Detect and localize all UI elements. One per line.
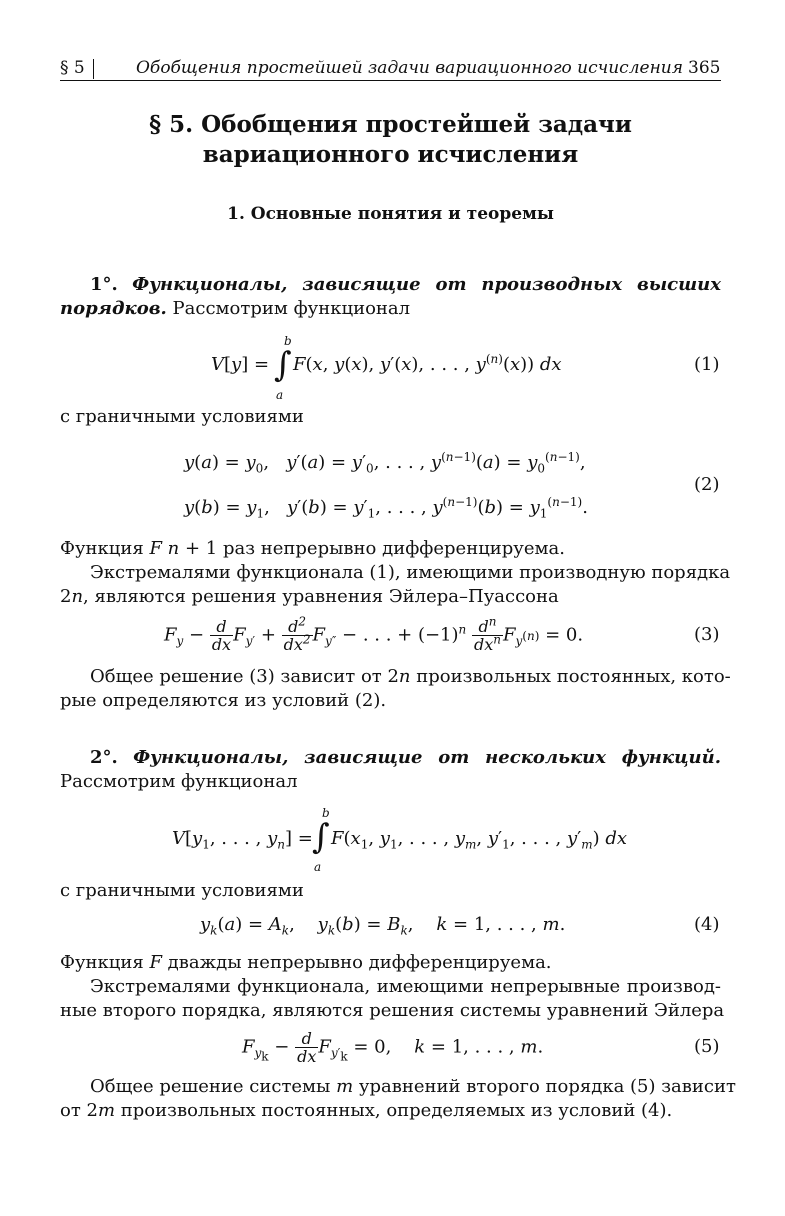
part2-number: 2°. — [90, 747, 118, 768]
part1-number: 1°. — [90, 274, 118, 295]
eq3: $F_y$ − $\frac{d}{dx}$ $F_{y'}$ + $\frac{d^2}{dx^2}$ $F_{y''}$ − . . . + $(-1)^n$ $\frac{d^n}{dx^n}$ $F_{y^{(n)}} = 0$. — [164, 614, 584, 654]
eq3-frac-d2-dx2: $\frac{d^2}{dx^2}$ — [283, 614, 311, 654]
part1-text-differentiable: Функция F n + 1 раз непрерывно дифференцируема. — [60, 538, 565, 559]
eq-functional2-body: $F(x_1$, $y_1$, . . . , $y_m$, $y'_1$, . . . , $y'_m$) dx — [331, 828, 628, 852]
eq-functional2-lower-limit: a — [314, 860, 322, 874]
part1-intro: Рассмотрим функционал — [172, 298, 411, 319]
part1-heading-line2: порядков. Рассмотрим функционал — [60, 298, 411, 319]
eq5: $F_{y_k}$ − $\frac{d}{dx}$ $F_{y'_k} = 0$, k = 1, . . . , m. — [242, 1029, 544, 1066]
header-section-mark: § 5 — [60, 58, 85, 78]
eq5-number: (5) — [694, 1036, 720, 1057]
part2-text-differentiable: Функция F дважды непрерывно дифференцируема. — [60, 952, 552, 973]
eq1-lower-limit: a — [276, 388, 284, 402]
eq1-upper-limit: b — [284, 334, 292, 348]
eq2-number: (2) — [694, 474, 720, 495]
eq1-lhs: V[y] = — [211, 354, 270, 375]
part1-heading-line1 — [90, 274, 721, 295]
header-page-number: 365 — [688, 58, 721, 78]
header-bar — [93, 59, 94, 79]
part1-text-extremals-line2: 2n, являются решения уравнения Эйлера–Пуассона — [60, 586, 559, 607]
part2-heading-line1 — [90, 747, 721, 768]
integral-sign-icon: ∫ — [274, 345, 292, 385]
part1-heading: Функционалы, зависящие от производных высших — [132, 274, 721, 295]
part2-heading: Функционалы, зависящие от нескольких функций. — [133, 747, 721, 768]
eq1-body: F(x, y(x), y′(x), . . . , $y^{(n)}(x)$) dx — [293, 352, 562, 375]
eq4-number: (4) — [694, 914, 720, 935]
section-title — [60, 110, 721, 170]
part2-text-extremals-line2: ные второго порядка, являются решения системы уравнений Эйлера — [60, 1000, 725, 1021]
header-running-title: Обобщения простейшей задачи вариационного исчисления — [136, 58, 683, 78]
eq3-number: (3) — [694, 624, 720, 645]
eq4: $y_k(a) = A_k$, $y_k(b) = B_k$, k = 1, . . . , m. — [200, 914, 566, 938]
part2-text-general-line2: от 2m произвольных постоянных, определяемых из условий (4). — [60, 1100, 673, 1121]
subsection-title: 1. Основные понятия и теоремы — [227, 204, 554, 224]
eq-functional2-lhs: $V[y_1$, . . . , $y_n$] = — [172, 828, 313, 852]
part2-text-general-line1: Общее решение системы m уравнений второго порядка (5) зависит — [90, 1076, 736, 1097]
part2-intro: Рассмотрим функционал — [60, 771, 298, 792]
eq-functional2-upper-limit: b — [322, 806, 330, 820]
part1-text-general-line1: Общее решение (3) зависит от 2n произвольных постоянных, кото- — [90, 666, 731, 687]
part1-boundary-intro: с граничными условиями — [60, 406, 304, 427]
part2-text-extremals-line1: Экстремалями функционала, имеющими непрерывные производ- — [90, 976, 721, 997]
section-title-text: § 5. Обобщения простейшей задачи вариационного исчисления — [149, 111, 632, 168]
header-rule — [60, 80, 721, 81]
eq5-frac-d-dx: $\frac{d}{dx}$ — [297, 1029, 317, 1066]
eq3-frac-d-dx: $\frac{d}{dx}$ — [211, 617, 232, 654]
part1-text-general-line2: рые определяются из условий (2). — [60, 690, 387, 711]
part1-text-extremals-line1: Экстремалями функционала (1), имеющими производную порядка — [90, 562, 731, 583]
eq2-line1: $y(a) = y_0$, $y'(a) = y'_0$, . . . , $y^{(n-1)}(a) = y_0^{(n-1)}$, — [184, 450, 586, 476]
eq1-number: (1) — [694, 354, 720, 375]
part2-boundary-intro: с граничными условиями — [60, 880, 304, 901]
eq2-line2: $y(b) = y_1$, $y'(b) = y'_1$, . . . , $y^{(n-1)}(b) = y_1^{(n-1)}$. — [184, 495, 588, 521]
eq3-frac-dn-dxn: $\frac{d^n}{dx^n}$ — [474, 614, 502, 654]
integral-sign-icon: ∫ — [312, 817, 330, 857]
